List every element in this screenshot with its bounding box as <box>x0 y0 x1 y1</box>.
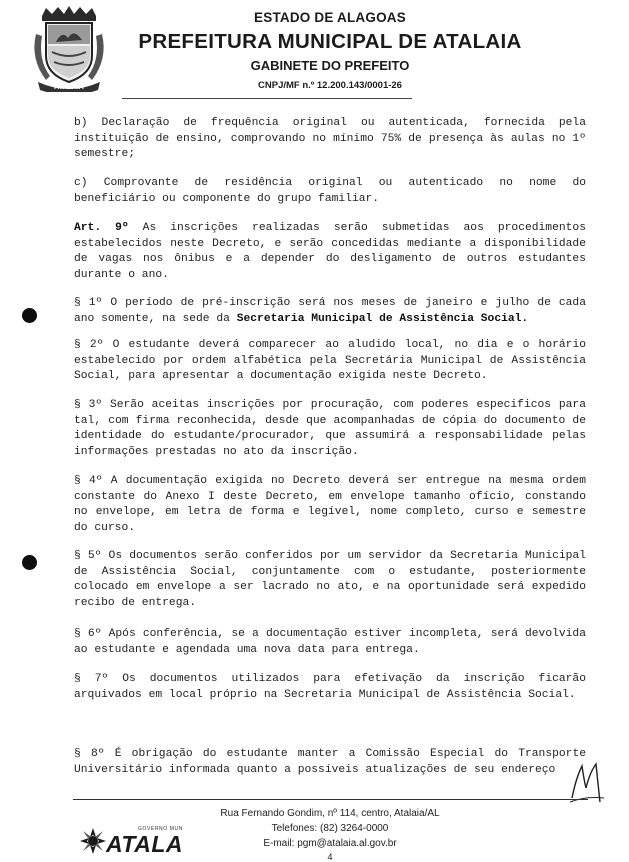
coat-of-arms-icon <box>28 4 110 92</box>
signature-icon <box>566 758 606 804</box>
svg-text:ATALAIA: ATALAIA <box>54 84 84 91</box>
paragraph-sec-6: § 6º Após conferência, se a documentação estiver incompleta, será devolvida ao estudante e agendada uma nova data para entrega. <box>74 628 586 656</box>
paragraph-sec-5: § 5º Os documentos serão conferidos por um servidor da Secretaria Municipal de Assistência Social, conjuntamente com o estudante, posteriormente colocado em envelope a ser lacrado no ato, e na oportunidade será expedido recibo de entrega. <box>74 550 586 609</box>
paragraph-sec-3: § 3º Serão aceitas inscrições por procuração, com poderes especificos para tal, com firma reconhecida, desde que acompanhadas de cópia do documento de identidade do estudante/procurador, que assumirá a responsabilidade pelas informações prestadas no ato da inscrição. <box>74 399 586 458</box>
paragraph-sec-7: § 7º Os documentos utilizados para efetivação da inscrição ficarão arquivados em local próprio na Secretaria Municipal de Assistência Social. <box>74 673 586 701</box>
state-heading: ESTADO DE ALAGOAS <box>254 10 406 25</box>
footer-phone: Telefones: (82) 3264-0000 <box>271 823 389 834</box>
page-number: 4 <box>327 852 333 862</box>
logo-wordmark: ATALA <box>106 831 184 857</box>
paragraph-item-b: b) Declaração de frequência original ou autenticada, fornecida pela instituição de ensino, comprovando no mínimo 75% de presença às aulas no 1º semestre; <box>74 117 586 160</box>
footer-email: E-mail: pgm@atalaia.al.gov.br <box>263 838 397 849</box>
paragraph-item-c: c) Comprovante de residência original ou autenticado no nome do beneficiário ou componente do grupo familiar. <box>74 177 586 205</box>
punch-hole-icon <box>22 555 37 570</box>
article-label: Art. 9º <box>74 222 129 234</box>
city-hall-title: PREFEITURA MUNICIPAL DE ATALAIA <box>138 30 522 53</box>
logo-tagline: GOVERNO MUN <box>138 826 183 832</box>
paragraph-sec-8: § 8º É obrigação do estudante manter a Comissão Especial do Transporte Universitário informada quanto a possíveis atualizações de seu endereço <box>74 748 586 776</box>
paragraph-art-9: Art. 9º As inscrições realizadas serão submetidas aos procedimentos estabelecidos neste Decreto, e serão concedidas mediante a disponibilidade de vagas nos ônibus e a depender do desligamento de outros estudantes durante o ano. <box>74 222 586 281</box>
flower-logo-icon <box>78 826 108 856</box>
emphasis-text: Secretaria Municipal de Assistência Social. <box>236 312 529 325</box>
header-divider <box>122 98 412 99</box>
paragraph-sec-1: § 1º O período de pré-inscrição será nos meses de janeiro e julho de cada ano somente, na sede da Secretaria Municipal de Assistência Social. <box>74 297 586 325</box>
footer-address: Rua Fernando Gondim, nº 114, centro, Atalaia/AL <box>220 808 440 819</box>
punch-hole-icon <box>22 308 37 323</box>
footer-divider <box>73 799 588 800</box>
office-heading: GABINETE DO PREFEITO <box>250 58 410 73</box>
paragraph-sec-2: § 2º O estudante deverá comparecer ao aludido local, no dia e o horário estabelecido por ordem alfabética pela Secretária Municipal de Assistência Social, para apresentar a documentação exigida neste Decreto. <box>74 339 586 382</box>
cnpj-line: CNPJ/MF n.º 12.200.143/0001-26 <box>258 80 402 91</box>
paragraph-sec-4: § 4º A documentação exigida no Decreto deverá ser entregue na mesma ordem constante do Anexo I deste Decreto, em envelope tamanho ofício, constando no envelope, em letra de forma e legível, nome completo, curso e semestre do curso. <box>74 475 586 534</box>
